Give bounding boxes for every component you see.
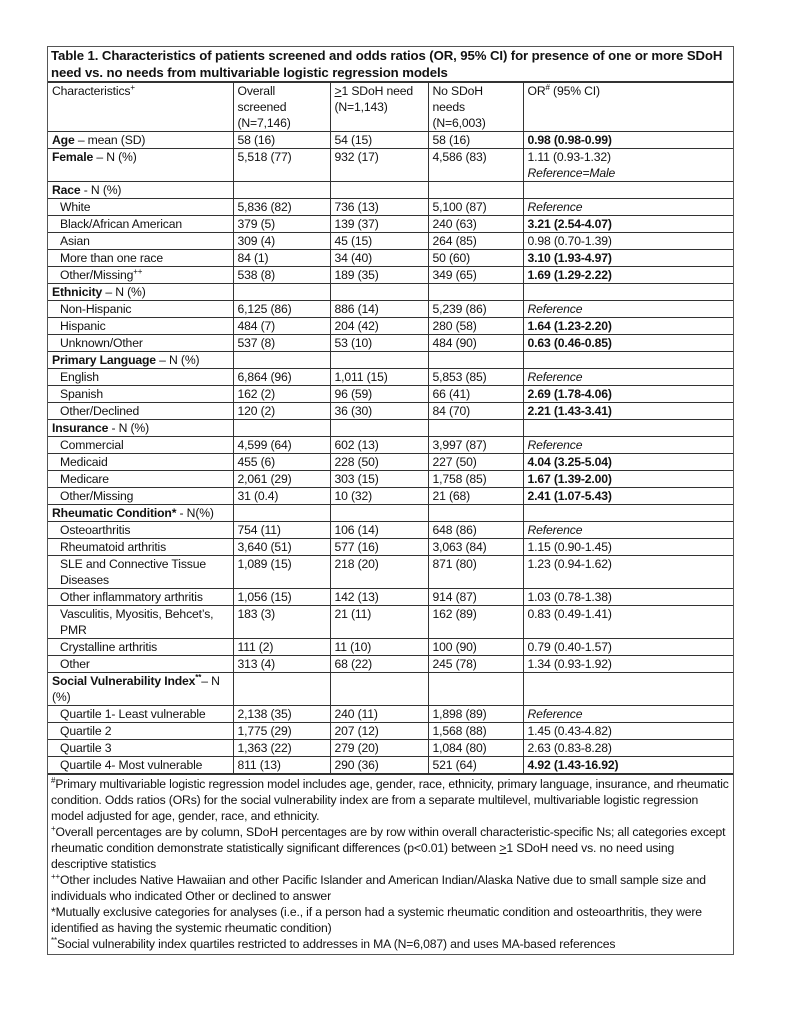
section-race: Race - N (%) — [48, 182, 733, 199]
header-row — [48, 83, 733, 132]
table-row: Medicaid 455 (6) 228 (50) 227 (50) 4.04 (3.25-5.04) — [48, 454, 733, 471]
table-row-female: Female – N (%) 5,518 (77) 932 (17) 4,586 (83) 1.11 (0.93-1.32) Reference=Male — [48, 149, 733, 182]
section-insurance: Insurance - N (%) — [48, 420, 733, 437]
table-row: Quartile 4- Most vulnerable 811 (13) 290 (36) 521 (64) 4.92 (1.43-16.92) — [48, 757, 733, 774]
table-title: Table 1. Characteristics of patients screened and odds ratios (OR, 95% CI) for presence of one or more SDoH need vs. no needs from multivariable logistic regression models — [48, 47, 733, 82]
table-row: Quartile 2 1,775 (29) 207 (12) 1,568 (88) 1.45 (0.43-4.82) — [48, 723, 733, 740]
header-characteristics: Characteristics+ — [48, 83, 233, 132]
section-language: Primary Language – N (%) — [48, 352, 733, 369]
header-or: OR# (95% CI) — [523, 83, 733, 132]
table-row: Other inflammatory arthritis 1,056 (15) 142 (13) 914 (87) 1.03 (0.78-1.38) — [48, 589, 733, 606]
header-no-sdoh: No SDoH needs (N=6,003) — [428, 83, 523, 132]
table-row: Non-Hispanic 6,125 (86) 886 (14) 5,239 (86) Reference — [48, 301, 733, 318]
table-row: Vasculitis, Myositis, Behcet’s, PMR 183 (3) 21 (11) 162 (89) 0.83 (0.49-1.41) — [48, 606, 733, 639]
section-svi: Social Vulnerability Index**– N (%) — [48, 673, 733, 706]
section-rheumatic: Rheumatic Condition* - N(%) — [48, 505, 733, 522]
table-row: Quartile 1- Least vulnerable 2,138 (35) 240 (11) 1,898 (89) Reference — [48, 706, 733, 723]
section-ethnicity: Ethnicity – N (%) — [48, 284, 733, 301]
table-row: Other 313 (4) 68 (22) 245 (78) 1.34 (0.93-1.92) — [48, 656, 733, 673]
table-row: Asian 309 (4) 45 (15) 264 (85) 0.98 (0.70-1.39) — [48, 233, 733, 250]
table-row: Commercial 4,599 (64) 602 (13) 3,997 (87) Reference — [48, 437, 733, 454]
table-row: SLE and Connective Tissue Diseases 1,089 (15) 218 (20) 871 (80) 1.23 (0.94-1.62) — [48, 556, 733, 589]
header-overall: Overall screened (N=7,146) — [233, 83, 330, 132]
table-row: Other/Missing 31 (0.4) 10 (32) 21 (68) 2.41 (1.07-5.43) — [48, 488, 733, 505]
table-row: More than one race 84 (1) 34 (40) 50 (60) 3.10 (1.93-4.97) — [48, 250, 733, 267]
table-row: Other/Declined 120 (2) 36 (30) 84 (70) 2.21 (1.43-3.41) — [48, 403, 733, 420]
footnotes — [48, 774, 733, 954]
table-row: Spanish 162 (2) 96 (59) 66 (41) 2.69 (1.78-4.06) — [48, 386, 733, 403]
characteristics-table — [48, 82, 733, 774]
table-row: Medicare 2,061 (29) 303 (15) 1,758 (85) 1.67 (1.39-2.00) — [48, 471, 733, 488]
table-row: Other/Missing++ 538 (8) 189 (35) 349 (65) 1.69 (1.29-2.22) — [48, 267, 733, 284]
table-row: White 5,836 (82) 736 (13) 5,100 (87) Reference — [48, 199, 733, 216]
table-row: English 6,864 (96) 1,011 (15) 5,853 (85) Reference — [48, 369, 733, 386]
footnote-mutually-exclusive: *Mutually exclusive categories for analyses (i.e., if a person had a systemic rheumatic condition and osteoarthritis, they were identified as having the systemic rheumatic condition) — [51, 905, 702, 935]
table-row: Unknown/Other 537 (8) 53 (10) 484 (90) 0.63 (0.46-0.85) — [48, 335, 733, 352]
table-row-age: Age – mean (SD) 58 (16) 54 (15) 58 (16) 0.98 (0.98-0.99) — [48, 132, 733, 149]
footnote-percentages: +Overall percentages are by column, SDoH percentages are by row within overall characteristic-specific Ns; all categories except rheumatic condition demonstrate statistically significant differences (p<0.01) between >1 SDoH need vs. no need using descriptive statistics — [51, 824, 726, 871]
table-1 — [47, 46, 734, 955]
footnote-svi: **Social vulnerability index quartiles restricted to addresses in MA (N=6,087) and uses MA-based references — [51, 936, 616, 951]
table-row: Rheumatoid arthritis 3,640 (51) 577 (16) 3,063 (84) 1.15 (0.90-1.45) — [48, 539, 733, 556]
footnote-other-race: ++Other includes Native Hawaiian and other Pacific Islander and American Indian/Alaska Native due to small sample size and individuals who indicated Other or declined to answer — [51, 872, 706, 903]
table-row: Crystalline arthritis 111 (2) 11 (10) 100 (90) 0.79 (0.40-1.57) — [48, 639, 733, 656]
table-row: Osteoarthritis 754 (11) 106 (14) 648 (86) Reference — [48, 522, 733, 539]
footnote-primary-model: #Primary multivariable logistic regression model includes age, gender, race, ethnicity, primary language, insurance, and rheumatic condition. Odds ratios (ORs) for the social vulnerability index are from a separate multilevel, multivariable logistic regression model adjusted for age, gender, race, and ethnicity. — [51, 776, 729, 823]
table-row: Black/African American 379 (5) 139 (37) 240 (63) 3.21 (2.54-4.07) — [48, 216, 733, 233]
table-row: Hispanic 484 (7) 204 (42) 280 (58) 1.64 (1.23-2.20) — [48, 318, 733, 335]
header-sdoh: >1 SDoH need (N=1,143) — [330, 83, 428, 132]
table-row: Quartile 3 1,363 (22) 279 (20) 1,084 (80) 2.63 (0.83-8.28) — [48, 740, 733, 757]
